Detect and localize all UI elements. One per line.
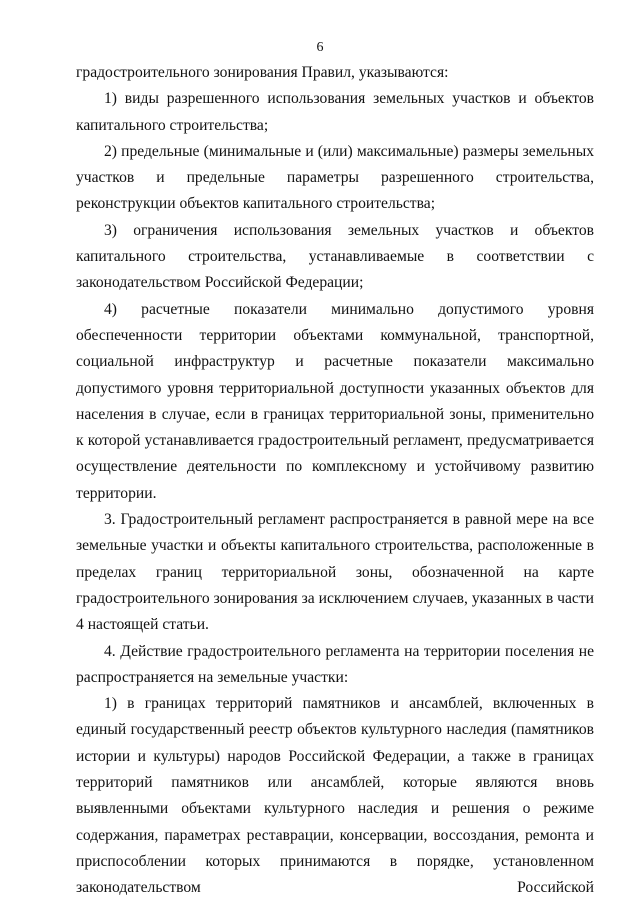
paragraph: 4) расчетные показатели минимально допустимого уровня обеспеченности территории объектами коммунальной, транспортной, социальной инфраструктур и расчетные показатели максимально допустимого уровня территориальной доступности указанных объектов для населения в случае, если в границах территориальной зоны, применительно к которой устанавливается градостроительный регламент, предусматривается осуществление деятельности по комплексному и устойчивому развитию территории. [76, 300, 594, 502]
paragraph: 2) предельные (минимальные и (или) максимальные) размеры земельных участков и предельные параметры разрешенного строительства, реконструкции объектов капитального строительства; [76, 142, 594, 213]
paragraph: градостроительного зонирования Правил, указываются: [76, 64, 449, 81]
paragraph: 3) ограничения использования земельных участков и объектов капитального строительства, устанавливаемые в соответствии с законодательством Российской Федерации; [76, 221, 594, 292]
body-text [76, 60, 594, 902]
paragraph: 4. Действие градостроительного регламента на территории поселения не распространяется на земельные участки: [76, 642, 594, 686]
paragraph: 3. Градостроительный регламент распространяется в равной мере на все земельные участки и объекты капитального строительства, расположенные в пределах границ территориальной зоны, обозначенной на карте градостроительного зонирования за исключением случаев, указанных в части 4 настоящей статьи. [76, 511, 594, 634]
page-number: 6 [316, 40, 324, 55]
paragraph: 1) в границах территорий памятников и ансамблей, включенных в единый государственный реестр объектов культурного наследия (памятников истории и культуры) народов Российской Федерации, а также в границах территорий памятников или ансамблей, которые являются вновь выявленными объектами культурного наследия и решения о режиме содержания, параметрах реставрации, консервации, воссоздания, ремонта и приспособлении которых принимаются в порядке, установленном законодательством Российской [76, 695, 594, 897]
paragraph: 1) виды разрешенного использования земельных участков и объектов капитального строительства; [76, 90, 594, 134]
